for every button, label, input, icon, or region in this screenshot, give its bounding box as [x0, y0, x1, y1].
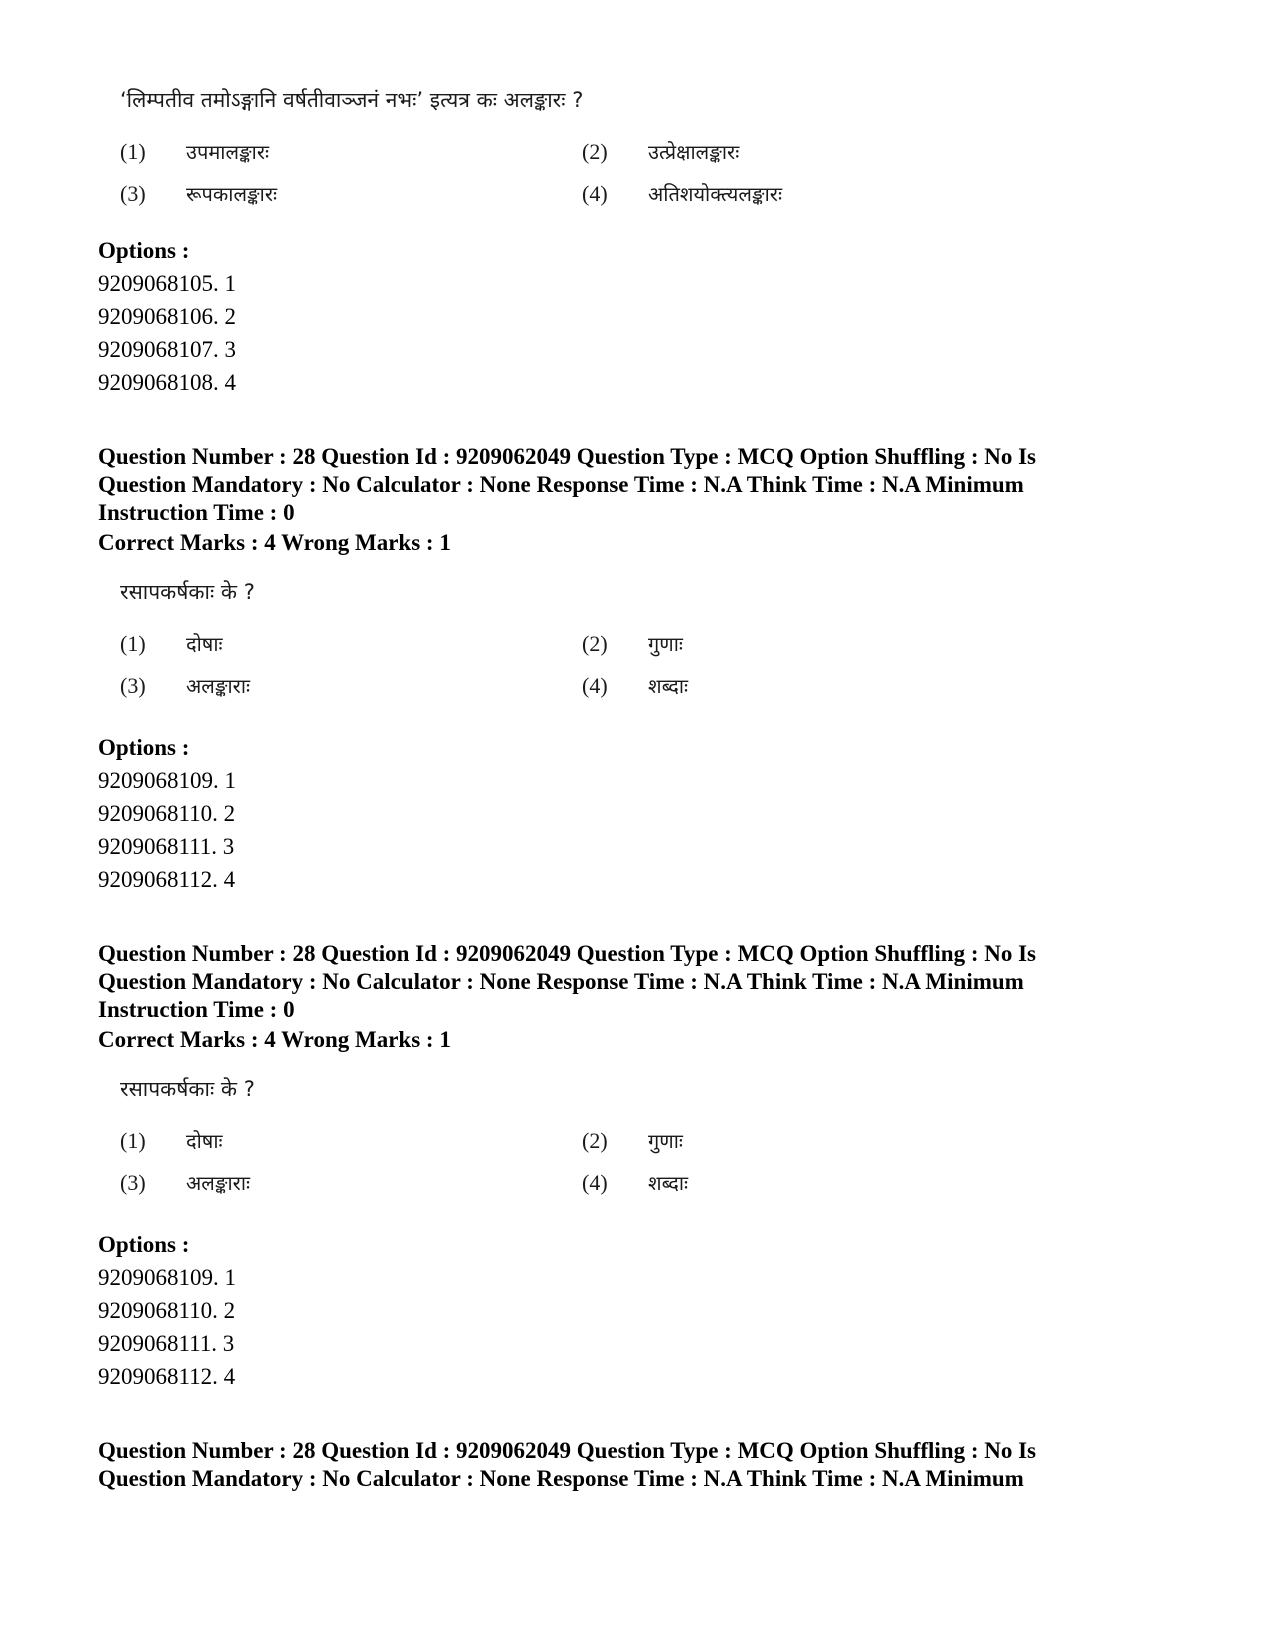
question-stem: रसापकर्षकाः के ? — [120, 580, 255, 604]
option-id: 9209068109. 1 — [98, 1265, 236, 1290]
question-image — [120, 578, 1020, 708]
question-image — [120, 1075, 1020, 1205]
question-meta: Question Number : 28 Question Id : 9209062049 Question Type : MCQ Option Shuffling : No Is Question Mandatory : No Calculator : None Response Time : N.A Think Time : N.A Minimum Instruction Time : 0 — [98, 444, 1037, 525]
choice-4: (4) शब्दाः — [582, 673, 689, 698]
option-id: 9209068110. 2 — [98, 1298, 236, 1323]
choice-2: (2) गुणाः — [582, 1128, 683, 1153]
question-stem: ‘लिम्पतीव तमोऽङ्गानि वर्षतीवाञ्जनं नभः’ इत्यत्र कः अलङ्कारः ? — [120, 88, 584, 112]
marks-line: Correct Marks : 4 Wrong Marks : 1 — [98, 1027, 451, 1052]
options-label: Options : — [98, 238, 190, 263]
choice-1: (1) उपमालङ्कारः — [120, 139, 270, 164]
option-id: 9209068109. 1 — [98, 768, 236, 793]
option-id: 9209068111. 3 — [98, 834, 235, 859]
choice-4: (4) शब्दाः — [582, 1170, 689, 1195]
choice-2: (2) उत्प्रेक्षालङ्कारः — [582, 139, 740, 164]
choice-3: (3) अलङ्काराः — [120, 673, 251, 698]
options-label: Options : — [98, 735, 190, 760]
choice-3: (3) अलङ्काराः — [120, 1170, 251, 1195]
option-id: 9209068106. 2 — [98, 304, 236, 329]
question-image — [120, 86, 1020, 216]
option-id: 9209068111. 3 — [98, 1331, 235, 1356]
option-id: 9209068105. 1 — [98, 271, 236, 296]
option-id: 9209068112. 4 — [98, 1364, 236, 1389]
choice-1: (1) दोषाः — [120, 1128, 223, 1153]
choice-1: (1) दोषाः — [120, 631, 223, 656]
choice-3: (3) रूपकालङ्कारः — [120, 181, 278, 206]
choice-4: (4) अतिशयोक्त्यलङ्कारः — [582, 181, 782, 206]
option-id: 9209068110. 2 — [98, 801, 236, 826]
question-meta: Question Number : 28 Question Id : 9209062049 Question Type : MCQ Option Shuffling : No Is Question Mandatory : No Calculator : None Response Time : N.A Think Time : N.A Minimum — [98, 1438, 1037, 1491]
option-id: 9209068112. 4 — [98, 867, 236, 892]
options-label: Options : — [98, 1232, 190, 1257]
choice-2: (2) गुणाः — [582, 631, 683, 656]
option-id: 9209068107. 3 — [98, 337, 236, 362]
option-id: 9209068108. 4 — [98, 370, 236, 395]
question-meta: Question Number : 28 Question Id : 9209062049 Question Type : MCQ Option Shuffling : No Is Question Mandatory : No Calculator : None Response Time : N.A Think Time : N.A Minimum Instruction Time : 0 — [98, 941, 1037, 1022]
marks-line: Correct Marks : 4 Wrong Marks : 1 — [98, 530, 451, 555]
question-stem: रसापकर्षकाः के ? — [120, 1077, 255, 1101]
